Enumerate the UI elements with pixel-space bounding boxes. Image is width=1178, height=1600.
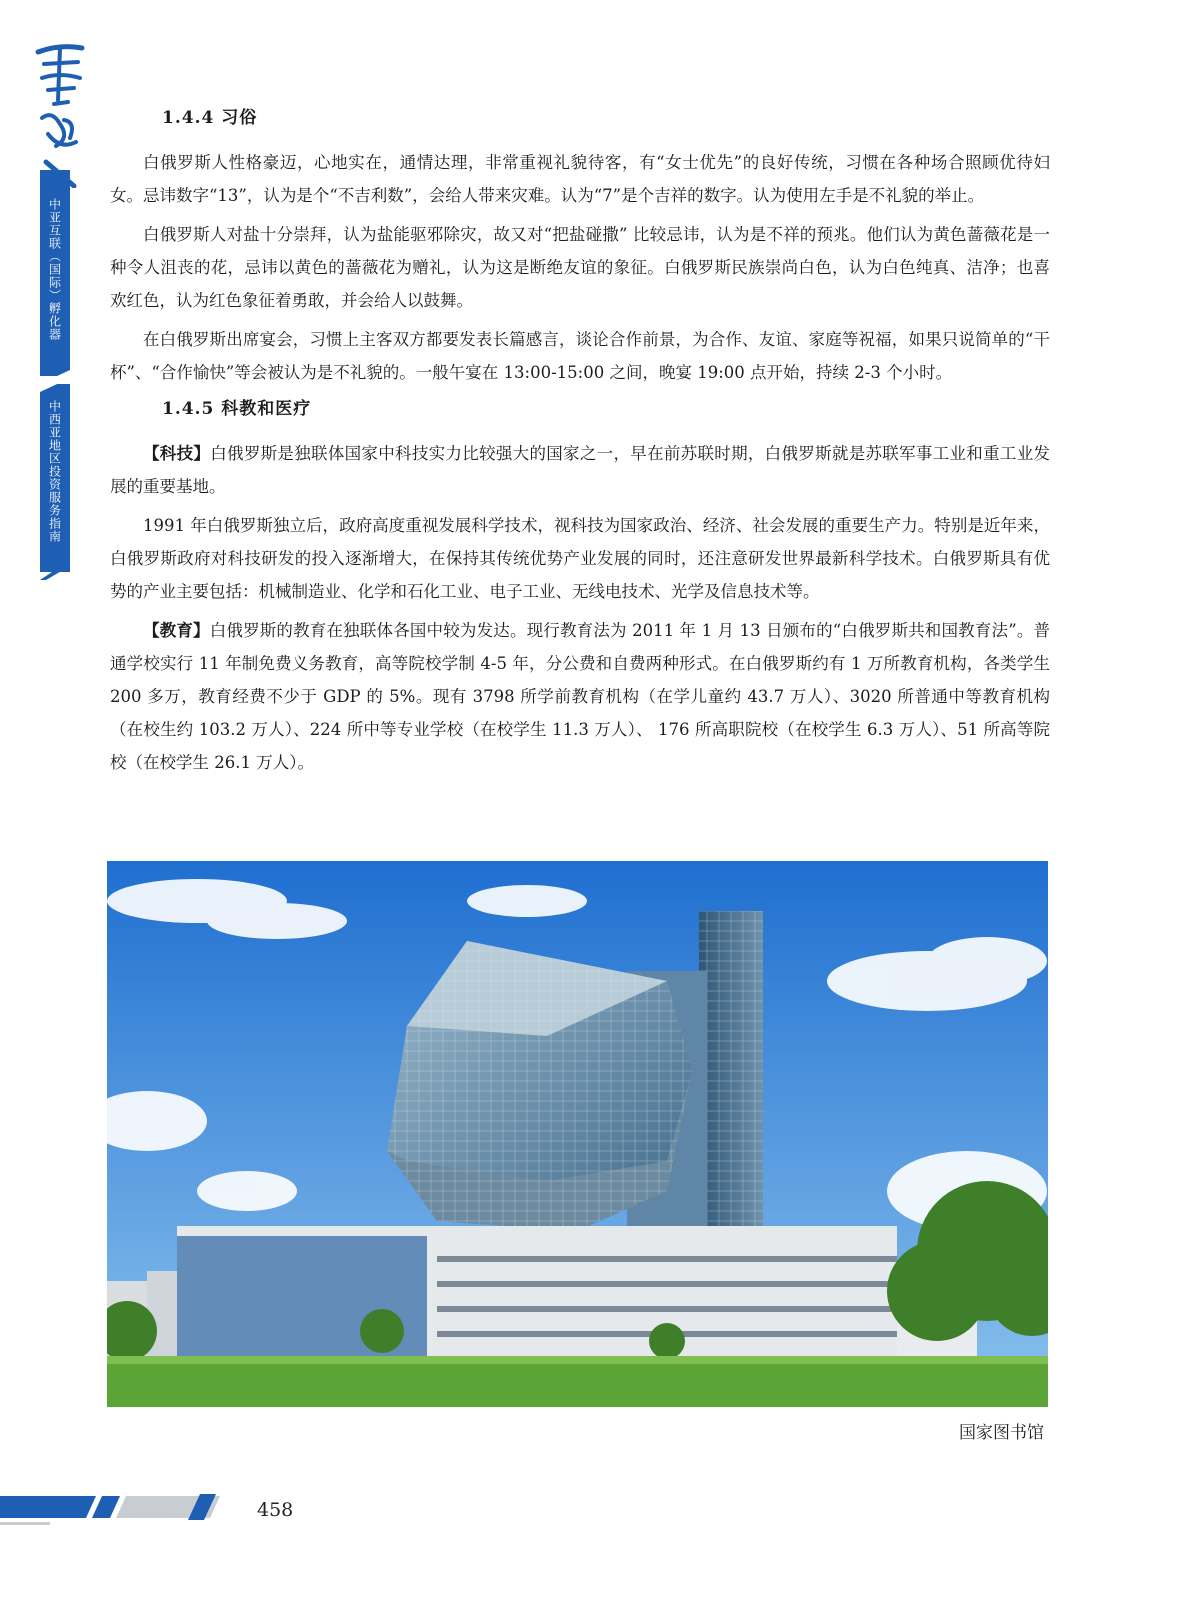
paragraph [110, 218, 1050, 317]
footer-stripes [0, 1490, 260, 1530]
page-number: 458 [257, 1499, 294, 1521]
series-logo [30, 38, 90, 188]
paragraph-label: 【教育】 [143, 621, 210, 640]
paragraph [110, 437, 1050, 503]
series-title-bottom: 中西亚地区投资服务指南 [47, 400, 62, 543]
paragraph-text: 白俄罗斯是独联体国家中科技实力比较强大的国家之一，早在前苏联时期，白俄罗斯就是苏联军事工业和重工业发展的重要基地。 [110, 444, 1051, 496]
paragraph-text: 在白俄罗斯出席宴会，习惯上主客双方都要发表长篇感言，谈论合作前景，为合作、友谊、家庭等祝福，如果只说简单的“干杯”、“合作愉快”等会被认为是不礼貌的。一般午宴在 13:00-15:00 之间，晚宴 19:00 点开始，持续 2-3 个小时。 [110, 330, 1050, 382]
paragraph [110, 614, 1050, 779]
paragraph [110, 509, 1050, 608]
paragraph-text: 白俄罗斯人对盐十分崇拜，认为盐能驱邪除灾，故又对“把盐碰撒” 比较忌讳，认为是不祥的预兆。他们认为黄色蔷薇花是一种令人沮丧的花，忌讳以黄色的蔷薇花为赠礼，认为这是断绝友谊的象征。白俄罗斯民族崇尚白色，认为白色纯真、洁净；也喜欢红色，认为红色象征着勇敢，并会给人以鼓舞。 [110, 225, 1050, 310]
series-title-top: 中亚互联（国际）孵化器 [47, 198, 62, 341]
section-heading: 1.4.5 科教和医疗 [162, 399, 312, 419]
library-photo [107, 861, 1048, 1407]
section-heading: 1.4.4 习俗 [162, 108, 258, 128]
band-divider-slash [40, 370, 70, 392]
paragraph [110, 146, 1050, 212]
paragraph-text: 白俄罗斯的教育在独联体各国中较为发达。现行教育法为 2011 年 1 月 13 日颁布的“白俄罗斯共和国教育法”。普通学校实行 11 年制免费义务教育，高等院校学制 4-5 年，分公费和自费两种形式。在白俄罗斯约有 1 万所教育机构，各类学生 200 多万，教育经费不少于 GDP 的 5%。现有 3798 所学前教育机构（在学儿童约 43.7 万人）、3020 所普通中等教育机构（在校生约 103.2 万人）、224 所中等专业学校（在校学生 11.3 万人）、 176 所高职院校（在校学生 6.3 万人）、51 所高等院校（在校学生 26.1 万人）。 [110, 621, 1050, 772]
paragraph [110, 323, 1050, 389]
paragraph-label: 【科技】 [143, 444, 211, 463]
band-end-slash [40, 560, 70, 580]
article-body [110, 104, 1050, 785]
paragraph-text: 白俄罗斯人性格豪迈，心地实在，通情达理，非常重视礼貌待客，有“女士优先”的良好传统，习惯在各种场合照顾优待妇女。忌讳数字“13”，认为是个“不吉利数”，会给人带来灾难。认为“7”是个吉祥的数字。认为使用左手是不礼貌的举止。 [110, 153, 1050, 205]
photo-caption: 国家图书馆 [959, 1423, 1044, 1443]
paragraph-text: 1991 年白俄罗斯独立后，政府高度重视发展科学技术，视科技为国家政治、经济、社会发展的重要生产力。特别是近年来，白俄罗斯政府对科技研发的投入逐渐增大，在保持其传统优势产业发展的同时，还注意研发世界最新科学技术。白俄罗斯具有优势的产业主要包括：机械制造业、化学和石化工业、电子工业、无线电技术、光学及信息技术等。 [110, 516, 1050, 601]
